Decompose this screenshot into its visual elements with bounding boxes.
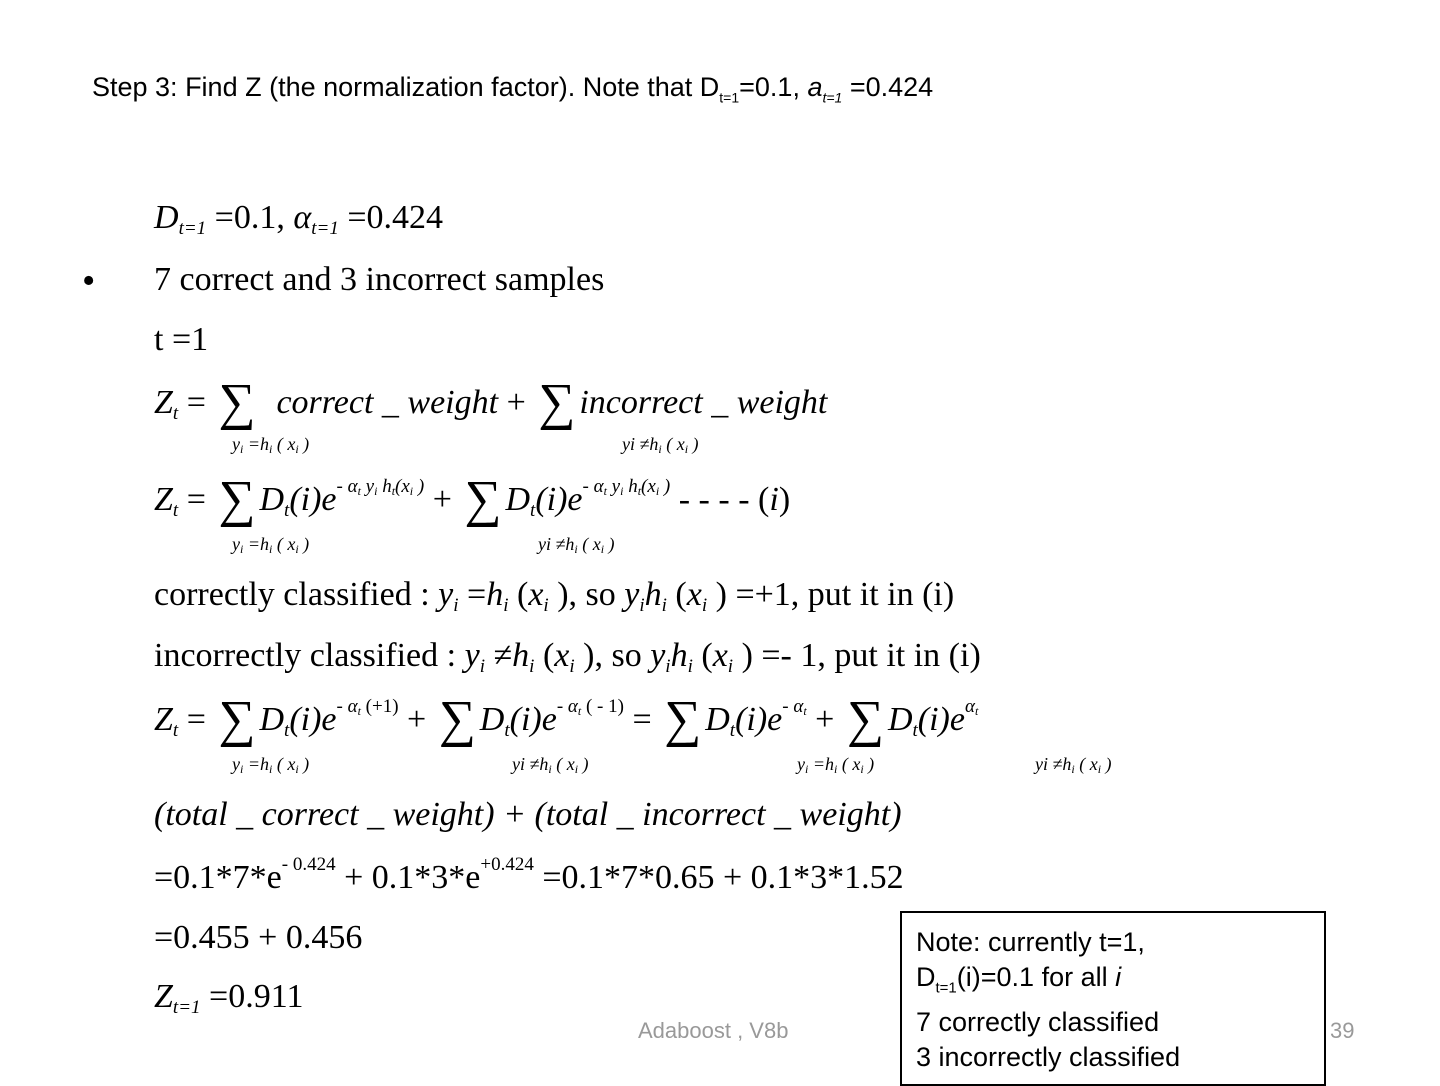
bullet-point: • (82, 260, 96, 302)
equation-partial-sum: =0.455 + 0.456 (154, 919, 363, 956)
equation-given-values: $D_{t=1} =0.1$, $\alpha_{t=1} =0.424$ (154, 199, 444, 239)
correctly-classified-text: correctly classified : $y_i =h_i$ ($x_i$ ), so $y_ih_i$ ($x_i$ ) =+1, put it in (i) (154, 576, 955, 616)
iteration-text: t =1 (154, 321, 209, 358)
slide-title: Step 3: Find Z (the normalization factor). Note that $D_{t=1}=0.1$, $a_{t=1} =0.424$ (92, 72, 934, 106)
sum-limit-correct: $y_i =h_i$ ( $x_i$ ) (232, 754, 310, 776)
note-box (900, 911, 1326, 1086)
note-line: 7 correctly classified (916, 1007, 1160, 1038)
sum-limit-incorrect: yi $\ne h_i$ ( $x_i$ ) (538, 534, 615, 556)
sum-limit-correct: $y_i =h_i$ ( $x_i$ ) (232, 534, 310, 556)
sum-limit-correct: $y_i =h_i$ ( $x_i$ ) (797, 754, 875, 776)
slide-footer: Adaboost , V8b (638, 1018, 789, 1043)
incorrectly-classified-text: incorrectly classified : $y_i \ne h_i$ ($x_i$ ), so $y_ih_i$ ($x_i$ ) =- 1, put it in (i) (154, 637, 981, 677)
total-weights-expression: (total _ correct _ weight) + (total _ incorrect _ weight) (154, 796, 902, 833)
equation-zt-simplified: $Z_t$ = ∑ $D_t(i)e^{- \alpha_t (+1)}$ + ∑ $D_t(i)e^{- \alpha_t ( - 1)}$ = ∑ $D_t(i)e^{- \alpha_t}$ + ∑ $D_t(i)e^{\alpha_t}$ (154, 691, 979, 748)
sum-limit-incorrect: yi $\ne h_i$ ( $x_i$ ) (1035, 754, 1112, 776)
sample-count-text: 7 correct and 3 incorrect samples (154, 261, 605, 298)
sum-limit-correct: $y_i =h_i$ ( $x_i$ ) (232, 434, 310, 456)
equation-numeric-substitution: $=0.1*7*e^{- 0.424} + 0.1*3*e^{+0.424} =0.1*7*0.65 + 0.1*3*1.52$ (154, 854, 904, 896)
sum-limit-incorrect: yi $\ne h_i$ ( $x_i$ ) (622, 434, 699, 456)
sum-limit-incorrect: yi $\ne h_i$ ( $x_i$ ) (512, 754, 589, 776)
equation-zt-exponential: $Z_t$ = ∑ $D_t(i)e^{- \alpha_t y_i h_t(x_i )}$ + ∑ $D_t(i)e^{- \alpha_t y_i h_t(x_i )}$ - - - - (i) (154, 471, 791, 528)
page-number: 39 (1330, 1018, 1355, 1043)
equation-zt-sum-weights: $Z_t$ = ∑ correct _ weight + ∑ incorrect _ weight (154, 374, 828, 431)
note-line: $D_{t=1}(i)=0.1$ for all i (916, 962, 1122, 997)
equation-result: $Z_{t=1} =0.911$ (154, 978, 304, 1018)
note-line: 3 incorrectly classified (916, 1042, 1181, 1073)
note-line: Note: currently t=1, (916, 927, 1145, 957)
